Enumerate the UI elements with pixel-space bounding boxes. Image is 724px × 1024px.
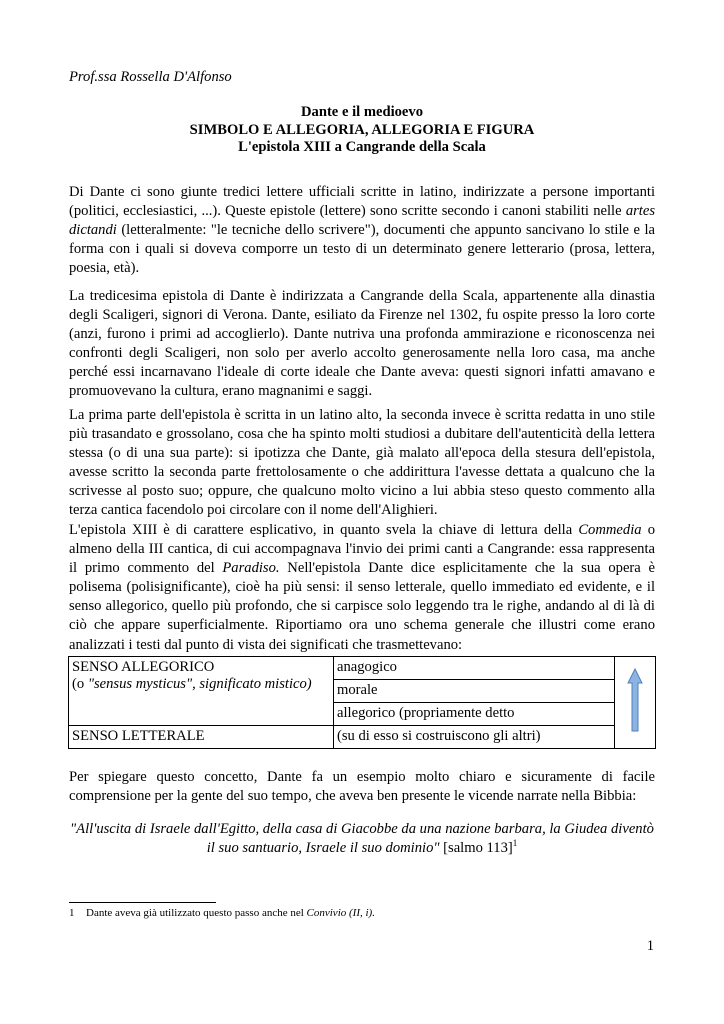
footnote [69,906,375,920]
paragraph-1-text-a: Di Dante ci sono giunte tredici lettere ufficiali scritte in latino, indirizzate a persone importanti (politici, ecclesiastici, ...). Queste epistole (lettere) sono scritte secondo i canoni stabiliti nelle [69,184,655,220]
paragraph-5: Per spiegare questo concetto, Dante fa un esempio molto chiaro e sicuramente di facile comprensione per la gente del suo tempo, che aveva ben presente le vicende narrate nella Bibbia: [69,769,655,805]
paragraph-3: La prima parte dell'epistola è scritta in un latino alto, la seconda invece è scritta redatta in uno stile più trasandato e grossolano, cosa che ha spinto molti studiosi a dubitare dell'autenticità della lettera stessa (o di una sua parte): si ipotizza che Dante, già malato all'epoca della stesura dell'epistola, avesse scritto la seconda parte frettolosamente o che addirittura l'avesse dettata a qualcuno che la scrivesse al posto suo; oppure, che qualcuno molto vicino a lui abbia steso questo commento alla terza cantica facendolo poi circolare con il nome dell'Alighieri. [69,407,655,519]
senses-table [68,656,656,749]
footnote-reference: 1 [512,838,518,849]
title-line-1: Dante e il medioevo [301,104,423,120]
paragraph-4-italic-commedia: Commedia [578,522,642,538]
footnote-text: Dante aveva già utilizzato questo passo anche nel [86,907,307,919]
footnote-separator [69,902,216,903]
paragraph-4-text-a: L'epistola XIII è di carattere esplicativo, in quanto svela la chiave di lettura della [69,522,579,538]
paragraph-4 [69,521,655,655]
footnote-number: 1 [69,907,75,919]
cell-allegorico-proprio: allegorico (propriamente detto [334,703,615,726]
cell-anagogico: anagogico [334,657,615,680]
author-name: Prof.ssa Rossella D'Alfonso [69,69,232,85]
quote-reference: [salmo 113] [439,840,513,857]
cell-senso-letterale-note: (su di esso si costruiscono gli altri) [334,726,615,749]
paragraph-4-italic-paradiso: Paradiso. [222,560,280,577]
cell-arrow [615,657,656,749]
senso-allegorico-subtitle-prefix: (o [72,676,88,692]
quote-text: "All'uscita di Israele dall'Egitto, della casa di Giacobbe da una nazione barbara, la Giudea diventò il suo santuario, Israele il suo dominio" [70,821,654,857]
senso-allegorico-subtitle [72,676,330,693]
page-number: 1 [646,938,654,954]
cell-senso-letterale: SENSO LETTERALE [69,726,334,749]
paragraph-1-text-b: (letteralmente: "le tecniche dello scrivere"), documenti che appunto sancivano lo stile e la forma con i quali si doveva comporre un testo di un determinato genere letterario (prosa, lettera, poesia, età). [69,222,655,277]
paragraph-4-text-b: o almeno della III cantica, di cui accompagnava l'invio dei primi canti a Cangrande: essa rappresenta il primo commento del [69,522,655,577]
title-line-2: SIMBOLO E ALLEGORIA, ALLEGORIA E FIGURA [189,121,535,138]
title-line-3: L'epistola XIII a Cangrande della Scala [238,139,486,155]
senso-allegorico-title: SENSO ALLEGORICO [72,659,215,675]
footnote-italic: Convivio (II, i). [306,907,375,919]
document-titles [69,104,655,157]
cell-senso-allegorico [69,657,334,726]
senso-allegorico-subtitle-italic: "sensus mysticus", significato mistico) [87,676,312,692]
paragraph-1-italic: artes dictandi [69,203,655,239]
bible-quote [69,820,655,858]
paragraph-4-text-c: Nell'epistola Dante dice esplicitamente che la sua opera è polisema (polisignificante), cioè ha più sensi: il senso letterale, quello immediato ed evidente, e il senso allegorico, quello più profondo, che si carpisce solo leggendo tra le righe, andando al di là di ciò che appare superficialmente. Riportiamo ora uno schema generale che illustri come erano analizzati i testi dal punto di vista dei significati che trasmettevano: [69,560,655,653]
paragraph-1 [69,183,655,278]
paragraph-2: La tredicesima epistola di Dante è indirizzata a Cangrande della Scala, appartenente alla dinastia degli Scaligeri, signori di Verona. Dante, esiliato da Firenze nel 1302, fu ospite presso la loro corte (anzi, furono i primi ad accoglierlo). Dante nutriva una profonda ammirazione e riconoscenza nei confronti degli Scaligeri, non solo per averlo accolto generosamente nella loro casa, ma anche perché essi incarnavano l'ideale di corte ideale che Dante aveva: questi signori infatti amavano e promuovevano la cultura, erano magnanimi e saggi. [69,288,655,400]
up-arrow-icon [627,668,643,732]
cell-morale: morale [334,680,615,703]
